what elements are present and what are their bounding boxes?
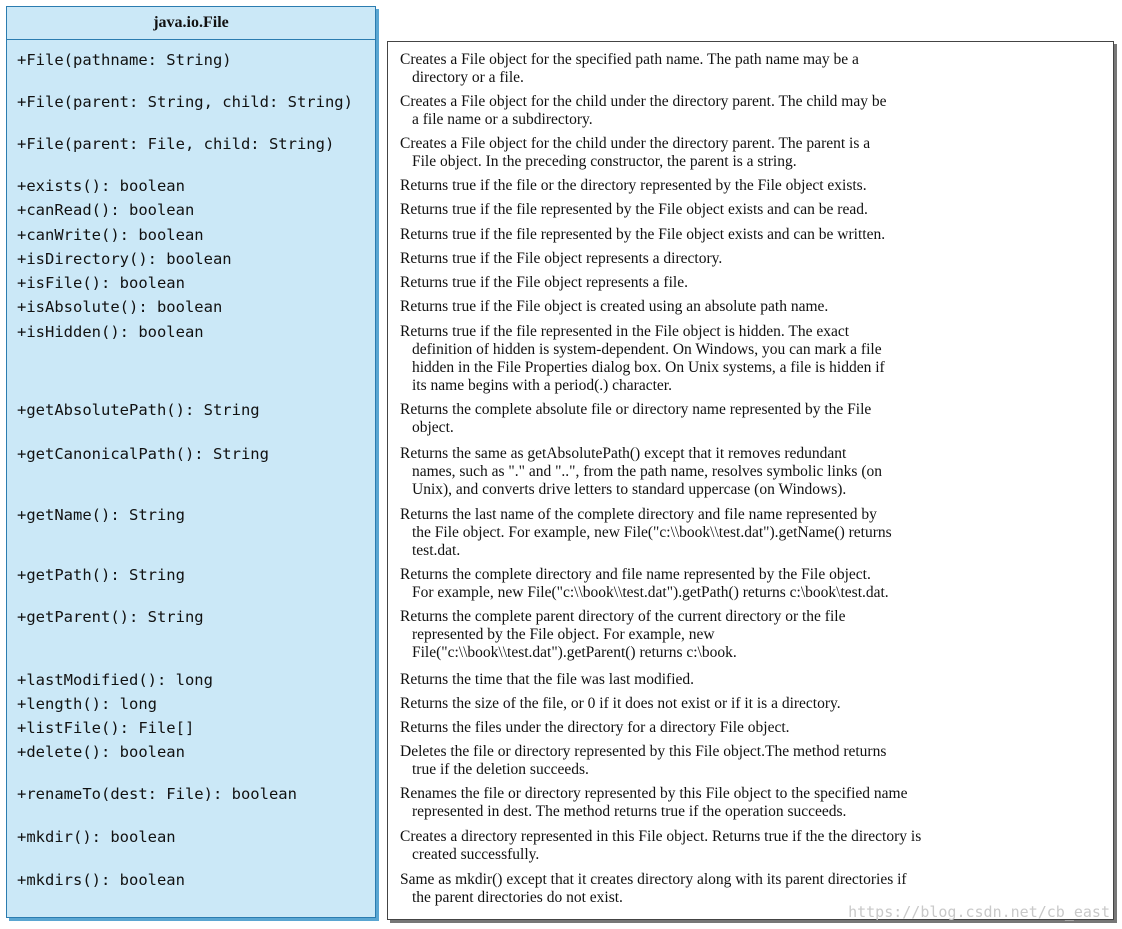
description-line: true if the deletion succeeds. xyxy=(412,761,589,778)
method-signature: +lastModified(): long xyxy=(17,671,213,689)
description-line: Returns the time that the file was last modified. xyxy=(400,671,695,688)
description-line: Returns the last name of the complete directory and file name represented by xyxy=(400,506,877,523)
method-signature: +getCanonicalPath(): String xyxy=(17,445,269,463)
method-description xyxy=(400,785,1110,821)
method-description xyxy=(400,274,1110,292)
method-signature: +getAbsolutePath(): String xyxy=(17,401,260,419)
description-line: Same as mkdir() except that it creates directory along with its parent directories if xyxy=(400,871,907,888)
description-line: Returns the complete absolute file or directory name represented by the File xyxy=(400,401,872,418)
method-description xyxy=(400,719,1110,737)
description-line: Returns the complete parent directory of the current directory or the file xyxy=(400,608,846,625)
method-signature: +isHidden(): boolean xyxy=(17,323,204,341)
watermark: https://blog.csdn.net/cb_east xyxy=(848,903,1110,921)
description-line: a file name or a subdirectory. xyxy=(412,111,593,128)
method-signature: +getName(): String xyxy=(17,506,185,524)
description-line: names, such as "." and "..", from the path name, resolves symbolic links (on xyxy=(412,463,882,480)
description-line: Returns true if the file represented by the File object exists and can be read. xyxy=(400,201,868,218)
description-line: Returns the size of the file, or 0 if it does not exist or if it is a directory. xyxy=(400,695,841,712)
description-line: Returns true if the file or the directory represented by the File object exists. xyxy=(400,177,867,194)
description-line: Creates a File object for the child under the directory parent. The parent is a xyxy=(400,135,871,152)
method-description xyxy=(400,671,1110,689)
method-description xyxy=(400,250,1110,268)
method-signature: +isAbsolute(): boolean xyxy=(17,298,223,316)
method-signature: +getPath(): String xyxy=(17,566,185,584)
description-line: Deletes the file or directory represented by this File object.The method returns xyxy=(400,743,887,760)
description-line: Returns true if the file represented in the File object is hidden. The exact xyxy=(400,323,850,340)
method-description xyxy=(400,695,1110,713)
description-line: File object. In the preceding constructor, the parent is a string. xyxy=(412,153,797,170)
description-line: directory or a file. xyxy=(412,69,524,86)
method-description xyxy=(400,401,1110,437)
method-description xyxy=(400,871,1110,907)
description-line: the File object. For example, new File("c:\\book\\test.dat").getName() returns xyxy=(412,524,892,541)
method-description xyxy=(400,323,1110,395)
description-line: created successfully. xyxy=(412,846,540,863)
method-description xyxy=(400,566,1110,602)
method-description xyxy=(400,445,1110,499)
method-signature: +canRead(): boolean xyxy=(17,201,195,219)
description-line: Renames the file or directory represented by this File object to the specified name xyxy=(400,785,908,802)
description-line: Creates a File object for the child under the directory parent. The child may be xyxy=(400,93,887,110)
description-line: Creates a File object for the specified path name. The path name may be a xyxy=(400,51,859,68)
method-signature: +canWrite(): boolean xyxy=(17,226,204,244)
description-line: Returns true if the File object is created using an absolute path name. xyxy=(400,298,829,315)
method-signature: +File(pathname: String) xyxy=(17,51,232,69)
description-line: Creates a directory represented in this File object. Returns true if the the directory is xyxy=(400,828,922,845)
method-description xyxy=(400,298,1110,316)
method-signature: +isDirectory(): boolean xyxy=(17,250,232,268)
description-line: Returns true if the file represented by the File object exists and can be written. xyxy=(400,226,886,243)
method-signature: +isFile(): boolean xyxy=(17,274,185,292)
description-line: represented by the File object. For example, new xyxy=(412,626,715,643)
method-description xyxy=(400,506,1110,560)
description-line: represented in dest. The method returns true if the operation succeeds. xyxy=(412,803,847,820)
method-description xyxy=(400,608,1110,662)
description-line: its name begins with a period(.) character. xyxy=(412,377,672,394)
method-signature: +length(): long xyxy=(17,695,157,713)
method-description xyxy=(400,201,1110,219)
method-description xyxy=(400,51,1110,87)
description-line: definition of hidden is system-dependent. On Windows, you can mark a file xyxy=(412,341,882,358)
description-line: Returns the files under the directory for a directory File object. xyxy=(400,719,790,736)
description-line: File("c:\\book\\test.dat").getParent() returns c:\book. xyxy=(412,644,737,661)
description-line: object. xyxy=(412,419,454,436)
method-signature: +mkdirs(): boolean xyxy=(17,871,185,889)
description-line: For example, new File("c:\\book\\test.dat").getPath() returns c:\book\test.dat. xyxy=(412,584,889,601)
class-name-header: java.io.File xyxy=(7,7,375,40)
description-line: Returns true if the File object represents a file. xyxy=(400,274,688,291)
description-line: Unix), and converts drive letters to standard uppercase (on Windows). xyxy=(412,481,847,498)
description-line: Returns true if the File object represents a directory. xyxy=(400,250,723,267)
method-signature: +renameTo(dest: File): boolean xyxy=(17,785,297,803)
method-signature: +File(parent: String, child: String) xyxy=(17,93,353,111)
description-line: hidden in the File Properties dialog box. On Unix systems, a file is hidden if xyxy=(412,359,885,376)
method-signature: +exists(): boolean xyxy=(17,177,185,195)
method-description xyxy=(400,177,1110,195)
method-signature: +mkdir(): boolean xyxy=(17,828,176,846)
method-signature: +listFile(): File[] xyxy=(17,719,195,737)
method-description xyxy=(400,135,1110,171)
method-signature: +delete(): boolean xyxy=(17,743,185,761)
method-description xyxy=(400,93,1110,129)
method-signature: +getParent(): String xyxy=(17,608,204,626)
method-signature: +File(parent: File, child: String) xyxy=(17,135,335,153)
description-line: Returns the same as getAbsolutePath() except that it removes redundant xyxy=(400,445,847,462)
method-description xyxy=(400,743,1110,779)
description-line: test.dat. xyxy=(412,542,461,559)
description-line: the parent directories do not exist. xyxy=(412,889,623,906)
description-line: Returns the complete directory and file name represented by the File object. xyxy=(400,566,871,583)
method-description xyxy=(400,828,1110,864)
method-description xyxy=(400,226,1110,244)
